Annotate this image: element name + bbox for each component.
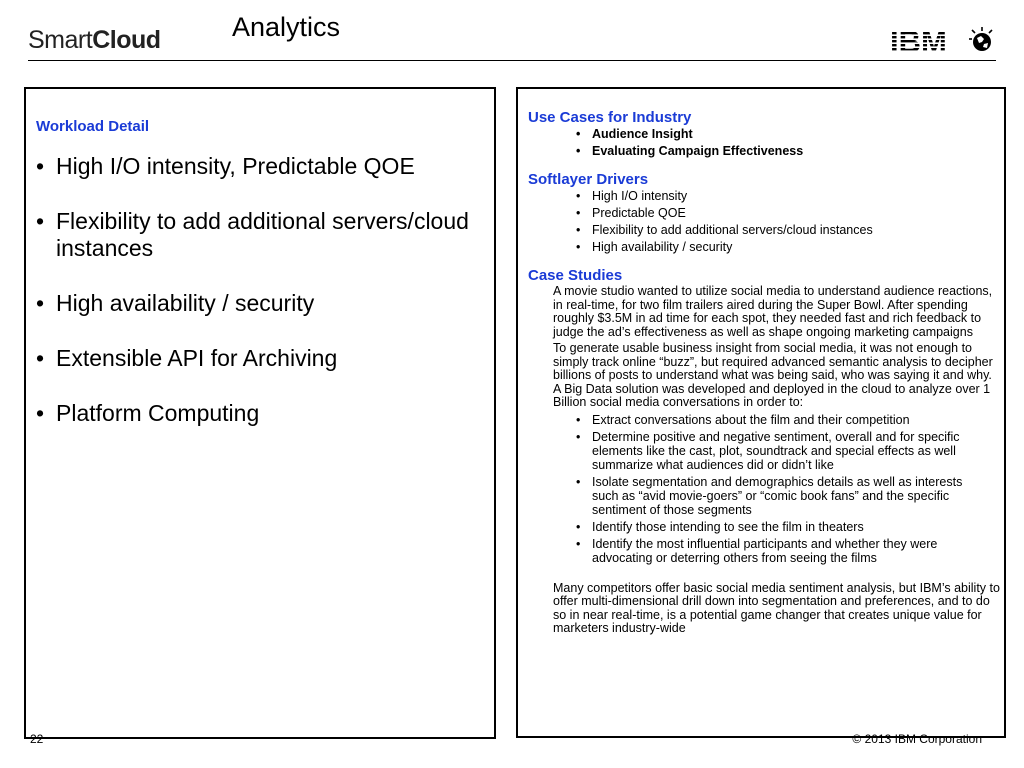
list-item: • Evaluating Campaign Effectiveness bbox=[576, 144, 804, 158]
case-studies-heading: Case Studies bbox=[528, 267, 623, 284]
list-item: • Flexibility to add additional servers/cloud instances bbox=[36, 208, 469, 261]
softlayer-drivers-list bbox=[528, 189, 1000, 254]
list-item: • High I/O intensity, Predictable QOE bbox=[36, 153, 415, 179]
smartcloud-logo bbox=[28, 26, 161, 55]
slide-title: Analytics bbox=[232, 12, 341, 42]
list-item: • Platform Computing bbox=[36, 400, 260, 426]
list-item: • Extensible API for Archiving bbox=[36, 345, 338, 371]
header-divider bbox=[28, 60, 996, 61]
ibm-logo bbox=[890, 24, 996, 58]
list-item: • High I/O intensity bbox=[576, 189, 688, 203]
case-study-list bbox=[528, 413, 1000, 565]
case-study-paragraph-1: A movie studio wanted to utilize social media to understand audience reactions, in real-time, for two film trailers aired during the Super Bowl. After spending roughly $3.5M in ad time for each spot, they needed fast and rich feedback to judge the ad’s effectiveness as well as shape ongoing marketing campaigns bbox=[553, 284, 993, 339]
list-item: • Predictable QOE bbox=[576, 206, 686, 220]
workload-detail-heading: Workload Detail bbox=[36, 118, 150, 135]
list-item: • High availability / security bbox=[576, 240, 733, 254]
workload-detail-list bbox=[36, 153, 476, 455]
logo-text-smart: Smart bbox=[28, 26, 93, 54]
page-number: 22 bbox=[30, 732, 44, 746]
use-cases-list bbox=[528, 127, 1000, 158]
case-study-paragraph-3: Many competitors offer basic social media sentiment analysis, but IBM’s ability to offer multi-dimensional drill down into segmentation and preferences, and to do so in near real-time, is a potential game changer that creates unique value for marketers industry-wide bbox=[553, 580, 1000, 635]
list-item: • Audience Insight bbox=[576, 127, 693, 141]
list-item: • Identify the most influential participants and whether they were advocating or deterring others from seeing the films bbox=[576, 536, 938, 565]
list-item: • Extract conversations about the film and their competition bbox=[576, 412, 910, 427]
workload-detail-panel bbox=[24, 87, 496, 739]
use-cases-heading: Use Cases for Industry bbox=[528, 109, 692, 126]
ibm-logo-text: IBM bbox=[890, 24, 947, 58]
globe-icon bbox=[969, 27, 992, 51]
list-item: • High availability / security bbox=[36, 290, 315, 316]
use-cases-panel bbox=[516, 87, 1006, 738]
list-item: • Determine positive and negative sentiment, overall and for specific elements like the cast, plot, soundtrack and special effects as well summarize what audiences did or didn’t like bbox=[576, 429, 960, 472]
logo-text-cloud: Cloud bbox=[92, 26, 161, 54]
copyright-notice: © 2013 IBM Corporation bbox=[852, 732, 982, 746]
list-item: • Isolate segmentation and demographics details as well as interests such as “avid movie-goers” or “comic book fans” and the specific sentiment of those segments bbox=[576, 474, 963, 517]
list-item: • Flexibility to add additional servers/cloud instances bbox=[576, 223, 873, 237]
list-item: • Identify those intending to see the film in theaters bbox=[576, 519, 864, 534]
case-study-paragraph-2: To generate usable business insight from social media, it was not enough to simply track online “buzz”, but required advanced semantic analysis to decipher billions of posts to understand what was being said, who was saying it and why. A Big Data solution was developed and deployed in the cloud to analyze over 1 Billion social media conversations in order to: bbox=[553, 341, 993, 409]
softlayer-drivers-heading: Softlayer Drivers bbox=[528, 171, 649, 188]
